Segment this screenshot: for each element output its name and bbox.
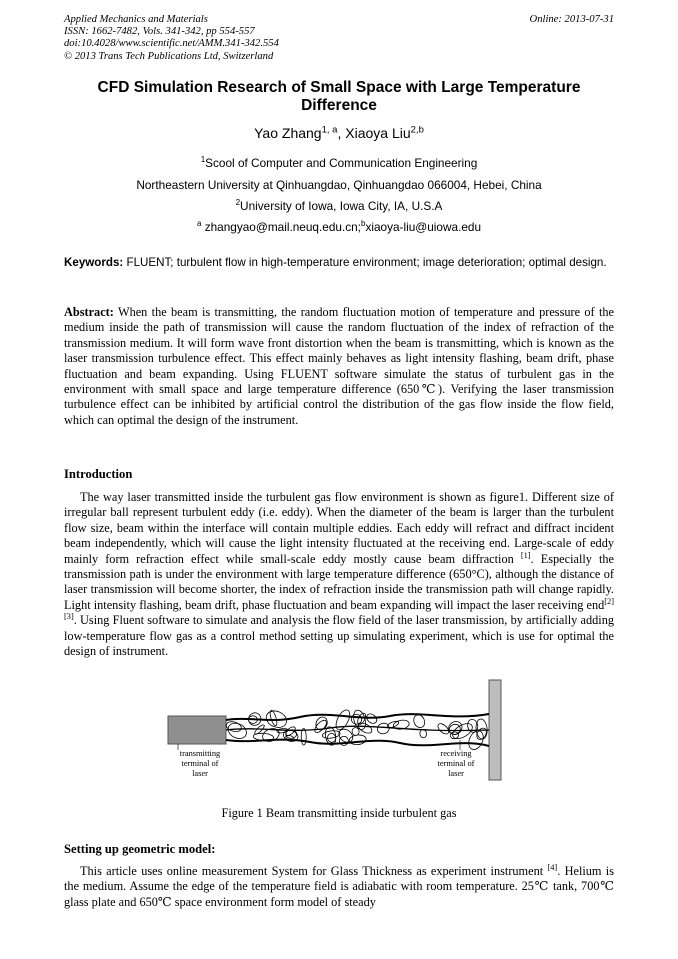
beam-upper-edge	[226, 714, 489, 720]
turbulent-eddy	[333, 708, 352, 732]
abstract-text: When the beam is transmitting, the random fluctuation motion of temperature and pressure of the medium inside the path of transmission will cause the random fluctuation of the index of refraction of the transmission medium. It will form wave front distortion when the beam is transmitting, which is known as the laser transmission turbulence effect. This effect mainly behaves as light intensity flashing, beam drift, phase fluctuation and beam expanding. Using FLUENT software simulate the status of turbulent gas in the environment with small space and large temperature difference (650℃). Verifying the laser transmission turbulence effect can be inhibited by artificial control the distribution of the gas flow inside the flow field, which can optimal the design of the instrument.	[64, 305, 614, 427]
turbulent-eddy	[301, 729, 306, 746]
title-line-1: CFD Simulation Research of Small Space with Large Temperature	[97, 79, 581, 96]
figure-label: laser	[448, 769, 464, 778]
email-link[interactable]: zhangyao@mail.neuq.edu.cn;	[201, 220, 361, 234]
figure-label: transmitting	[179, 749, 221, 758]
citation[interactable]: [2] [3]	[64, 596, 614, 622]
figure-label: terminal of	[437, 759, 475, 768]
online-date: Online: 2013-07-31	[529, 14, 614, 25]
abstract-label: Abstract:	[64, 305, 114, 319]
citation[interactable]: [4]	[547, 862, 558, 872]
affiliation-text: University of Iowa, Iowa City, IA, U.S.A	[240, 199, 443, 213]
keywords-text: FLUENT; turbulent flow in high-temperature environment; image deterioration; optimal design.	[123, 256, 607, 269]
section-heading-geometric-model: Setting up geometric model:	[64, 842, 216, 856]
turbulent-eddy	[446, 719, 465, 737]
affiliation-superscript: 1	[200, 155, 206, 165]
email-superscript: a	[196, 219, 202, 229]
email-link[interactable]: xiaoya-liu@uiowa.edu	[365, 220, 482, 234]
turbulent-eddy	[225, 720, 242, 733]
abstract	[64, 305, 614, 428]
citation[interactable]: [1]	[520, 550, 531, 560]
author-superscript: 2,b	[410, 124, 424, 136]
keywords	[64, 256, 614, 271]
introduction-paragraph	[64, 490, 614, 659]
paragraph-text: The way laser transmitted inside the turbulent gas flow environment is shown as figure1. Different size of irregular ball represent turbulent eddy (i.e. eddy). When the diameter of the beam is larger than the turbulent flow size, beam within the interface will contain multiple eddies. Each eddy will refract and diffract incident beam independently, which will cause the light intensity fluctuated at the receiving end. Large-scale of eddy mainly form refraction effect while small-scale eddy mostly cause beam diffraction	[64, 490, 614, 566]
paragraph-text: . Helium is the medium. Assume the edge of the temperature field is adiabatic with room temperature. 25℃ tank, 700℃ glass plate and 650℃ space environment form model of steady	[64, 864, 615, 909]
author-emails	[64, 220, 614, 234]
section-heading-introduction: Introduction	[64, 467, 133, 481]
keywords-label: Keywords:	[64, 256, 124, 269]
paragraph-text: . Using Fluent software to simulate and analysis the flow field of the laser transmission, by artificially adding low-temperature flow gas as a control method setting up simulating experiment, which is use for optimal the design of instrument.	[64, 613, 614, 659]
figure-caption: Figure 1 Beam transmitting inside turbulent gas	[221, 806, 457, 820]
turbulent-eddy	[322, 730, 341, 740]
turbulent-eddy	[269, 710, 278, 727]
journal-copyright: © 2013 Trans Tech Publications Ltd, Switzerland	[64, 50, 274, 62]
turbulent-eddy	[475, 726, 488, 741]
paragraph-text: . Especially the transmission path is under the environment with large temperature difference (650°C), although the distance of laser transmission will become shorter, the index of refraction inside the transmission path will change rapidly. Light intensity flashing, beam drift, phase fluctuation and beam expanding will impact the laser receiving end	[64, 551, 614, 612]
paragraph-text: This article uses online measurement System for Glass Thickness as experiment instrument	[80, 864, 548, 878]
affiliation-1b: Northeastern University at Qinhuangdao, Qinhuangdao 066004, Hebei, China	[136, 178, 542, 192]
turbulent-eddy	[419, 729, 427, 738]
transmitter-box	[168, 716, 226, 744]
figure-label: receiving	[440, 749, 472, 758]
figure-label: terminal of	[181, 759, 219, 768]
affiliation-1	[64, 156, 614, 170]
journal-header	[64, 14, 279, 63]
author-name: Yao Zhang	[254, 125, 322, 141]
author-name: Xiaoya Liu	[345, 125, 411, 141]
receiver-plate	[489, 680, 501, 780]
affiliation-text: Scool of Computer and Communication Engineering	[205, 156, 478, 170]
geometric-paragraph	[64, 864, 614, 910]
journal-issn: ISSN: 1662-7482, Vols. 341-342, pp 554-557	[64, 26, 255, 38]
turbulent-eddy	[349, 734, 367, 745]
affiliation-2	[64, 199, 614, 213]
author-separator: ,	[337, 125, 346, 141]
journal-name: Applied Mechanics and Materials	[64, 14, 208, 25]
paper-title	[64, 79, 614, 115]
figure-1	[160, 676, 510, 786]
author-list	[64, 124, 614, 142]
journal-doi: doi:10.4028/www.scientific.net/AMM.341-342.554	[64, 38, 279, 50]
affiliation-superscript: 2	[235, 198, 241, 208]
figure-label: laser	[192, 769, 208, 778]
beam-turbulence-diagram	[160, 676, 510, 786]
author-superscript: 1, a	[321, 124, 338, 136]
turbulent-eddy	[226, 720, 249, 741]
title-line-2: Difference	[301, 97, 377, 114]
email-superscript: b	[360, 219, 366, 229]
